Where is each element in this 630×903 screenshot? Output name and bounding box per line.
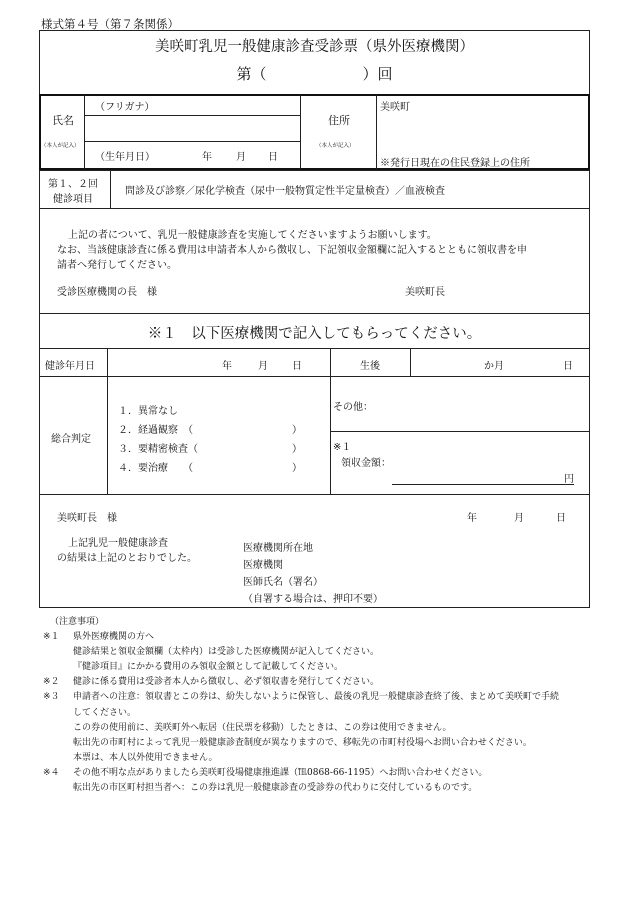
request-addressee: 受診医療機関の長 様 [57, 287, 157, 298]
name-field[interactable] [86, 117, 298, 139]
request-issuer: 美咲町長 [405, 287, 445, 298]
exam-day-label: 日 [292, 361, 302, 372]
close-paren: ） [292, 444, 302, 455]
divider [39, 494, 590, 495]
report-result-line2: の結果は上記のとおりでした。 [57, 553, 197, 564]
divider [110, 170, 111, 208]
name-self-note: （本人が記入） [41, 143, 80, 149]
note-text: 健診に係る費用は受診者本人から徴収し、必ず領収書を発行してください。 [73, 677, 380, 688]
seal-note: （自署する場合は、押印不要） [243, 594, 383, 605]
note-text: 転出先の市区町村担当者へ：この券は乳児一般健康診査の受診券の代わりに交付しているものです。 [73, 783, 478, 793]
name-label: 氏名 [52, 114, 74, 127]
judgment-label: 総合判定 [51, 434, 91, 445]
birth-year-label: 年 [202, 152, 212, 163]
form-title: 美咲町乳児一般健康診査受診票（県外医療機関） [155, 39, 474, 55]
notes-heading: （注意事項） [50, 617, 105, 627]
note-mark: ※４ [43, 767, 60, 778]
report-day-label: 日 [556, 513, 566, 524]
divider [39, 208, 590, 209]
age-day-label: 日 [563, 361, 573, 372]
note-text: 転出先の市町村によって乳児一般健康診査制度が異なりますので、移転先の市町村役場へお問い合わせください。 [73, 737, 532, 748]
other-label: その他： [333, 402, 373, 413]
divider [107, 348, 108, 494]
note-mark: ※１ [43, 632, 60, 642]
fee-amount-field[interactable] [392, 466, 564, 484]
exam-date-field[interactable] [110, 350, 328, 374]
exam-items-content: 問診及び診察／尿化学検査（尿中一般物質定性半定量検査）／血液検査 [125, 186, 445, 197]
request-line-1: 上記の者について、乳児一般健康診査を実施してくださいますようお願いします。 [68, 230, 437, 241]
exam-date-label: 健診年月日 [45, 361, 95, 372]
facility-address-label: 医療機関所在地 [243, 543, 313, 554]
close-paren: ） [292, 463, 302, 474]
doctor-name-label: 医師氏名（署名） [243, 577, 323, 588]
note-text: 健診結果と領収金額欄（太枠内）は受診した医療機関が記入してください。 [73, 647, 380, 658]
divider [39, 376, 590, 377]
round-prefix: 第（ [236, 65, 267, 83]
note-mark: ※２ [43, 677, 60, 688]
request-line-2: なお、当該健康診査に係る費用は申請者本人から徴収し、下記領収金額欄に記入するとともに領収書を申 [57, 245, 527, 256]
note-text: 『健診項目』にかかる費用のみ領収金額として記載してください。 [73, 662, 344, 673]
divider [39, 170, 590, 171]
divider [39, 313, 590, 314]
other-field[interactable] [380, 384, 585, 426]
age-month-label: か月 [484, 361, 504, 372]
note-text: 本票は、本人以外使用できません。 [73, 752, 218, 763]
divider [330, 431, 590, 432]
judgment-option-2[interactable]: ２．経過観察 （ [118, 425, 193, 436]
divider [84, 115, 300, 116]
report-addressee: 美咲町長 様 [57, 513, 117, 524]
note-mark: ※３ [43, 692, 60, 703]
form-number-label: 様式第４号（第７条関係） [41, 17, 179, 31]
birth-label: （生年月日） [95, 152, 155, 163]
medical-institution-banner: ※１ 以下医療機関で記入してもらってください。 [147, 326, 482, 342]
visit-round [40, 63, 589, 84]
divider [410, 348, 411, 376]
fee-mark: ※１ [333, 442, 352, 453]
note-text: この券の使用前に、美咲町外へ転居（住民票を移動）したときは、この券は使用できません。 [73, 722, 452, 733]
birth-month-label: 月 [236, 152, 246, 163]
divider [330, 348, 331, 494]
age-label: 生後 [360, 361, 380, 372]
fee-underline [392, 484, 574, 485]
note-text: 申請者への注意：領収書とこの券は、紛失しないように保管し、最後の乳児一般健康診査終了後、まとめて美咲町で手続 [73, 692, 560, 703]
note-text: その他不明な点がありましたら美咲町役場健康推進課（℡0868-66-1195）へお問い合わせください。 [73, 767, 488, 778]
divider [84, 141, 300, 142]
exam-year-label: 年 [222, 361, 232, 372]
age-field[interactable] [413, 350, 588, 374]
round-suffix: ）回 [362, 65, 393, 83]
furigana-label: （フリガナ） [95, 102, 155, 113]
facility-name-label: 医療機関 [243, 560, 283, 571]
birth-day-label: 日 [268, 152, 278, 163]
exam-month-label: 月 [258, 361, 268, 372]
divider [39, 348, 590, 349]
address-note: ※発行日現在の住民登録上の住所 [380, 158, 530, 169]
report-year-label: 年 [467, 513, 477, 524]
judgment-option-4[interactable]: ４．要治療 （ [118, 463, 193, 474]
judgment-option-1[interactable]: １．異常なし [118, 406, 178, 417]
judgment-option-3[interactable]: ３．要精密検査（ [118, 444, 198, 455]
report-result-line1: 上記乳児一般健康診査 [68, 538, 168, 549]
address-field[interactable] [380, 112, 585, 150]
fee-label: 領収金額： [341, 458, 391, 469]
divider [84, 95, 85, 169]
exam-items-label-line1: 第１、２回 [48, 179, 98, 190]
exam-items-label-line2: 健診項目 [53, 194, 93, 205]
divider [376, 95, 377, 169]
address-self-note: （本人が記入） [316, 143, 355, 149]
note-text: してください。 [73, 707, 137, 718]
fee-unit: 円 [564, 474, 574, 485]
address-label: 住所 [328, 114, 350, 127]
close-paren: ） [292, 425, 302, 436]
report-month-label: 月 [514, 513, 524, 524]
note-text: 県外医療機関の方へ [73, 632, 155, 642]
request-line-3: 請者へ発行してください。 [57, 260, 177, 271]
divider [300, 95, 301, 169]
address-town: 美咲町 [380, 102, 410, 113]
